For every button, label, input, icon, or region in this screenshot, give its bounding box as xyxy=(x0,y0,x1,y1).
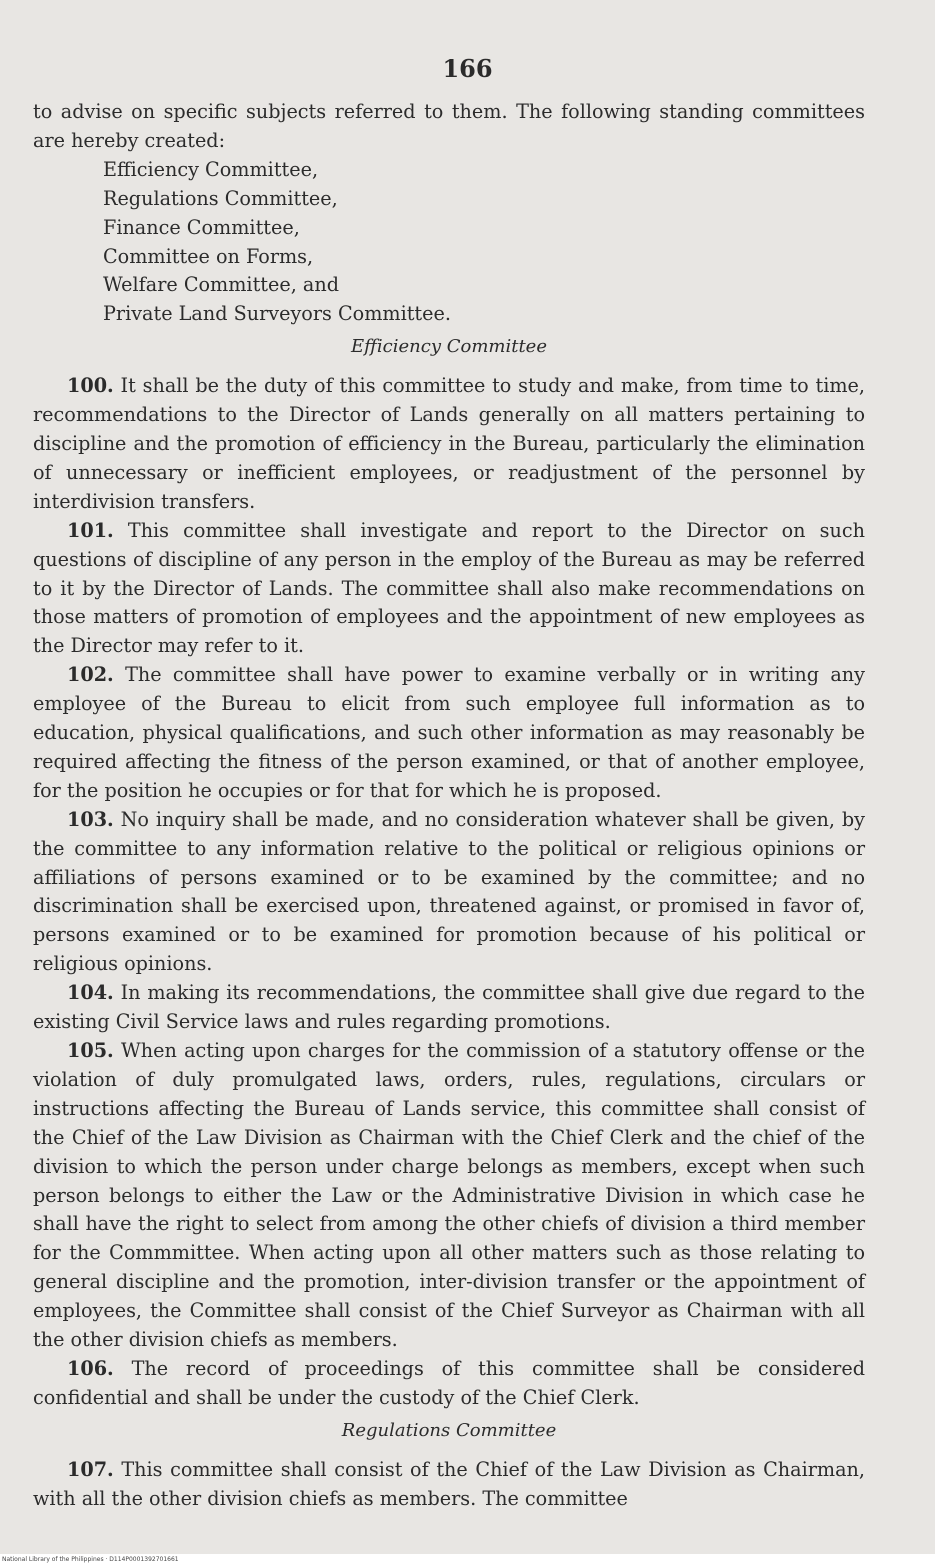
text-block xyxy=(33,98,865,1514)
paragraph-104 xyxy=(33,979,865,1037)
paragraph-text: No inquiry shall be made, and no consideration whatever shall be given, by the committee to any information relative to the political or religious opinions or affiliations of persons examined or to be examined by the committee; and no discrimination shall be exercised upon, threatened against, or promised in favor of, persons examined or to be examined for promotion because of his political or religious opinions. xyxy=(33,807,865,976)
paragraph-number: 107. xyxy=(67,1457,114,1481)
paragraph-106 xyxy=(33,1355,865,1413)
paragraph-number: 106. xyxy=(67,1356,114,1380)
scan-footer: National Library of the Philippines · D114P0001392701661 xyxy=(0,1554,935,1566)
paragraph-number: 105. xyxy=(67,1039,114,1062)
paragraph-text: The committee shall have power to examine verbally or in writing any employee of the Bureau to elicit from such employee full information as to education, physical qualifications, and such other information as may reasonably be required affecting the fitness of the person examined, or that of another employee, for the position he occupies or for that for which he is proposed. xyxy=(33,663,865,802)
paragraph-number: 100. xyxy=(67,374,114,398)
list-item: Regulations Committee, xyxy=(103,186,338,210)
regulations-heading: Regulations Committee xyxy=(341,1419,557,1441)
paragraph-text: When acting upon charges for the commission of a statutory offense or the violation of duly promulgated laws, orders, rules, regulations, circulars or instructions affecting the Bureau of Lands service, this committee shall consist of the Chief of the Law Division as Chairman with the Chief Clerk and the chief of the division to which the person under charge belongs as members, except when such person belongs to either the Law or the Administrative Division in which case he shall have the right to select from among the other chiefs of division a third member for the Commmittee. When acting upon all other matters such as those relating to general discipline and the promotion, inter-division transfer or the appointment of employees, the Committee shall consist of the Chief Surveyor as Chairman with all the other division chiefs as members. xyxy=(33,1039,865,1352)
paragraph-number: 104. xyxy=(67,981,114,1005)
list-item: Committee on Forms, xyxy=(103,244,314,268)
paragraph-101 xyxy=(33,517,865,662)
list-item: Private Land Surveyors Committee. xyxy=(103,302,451,326)
list-item: Welfare Committee, and xyxy=(103,273,339,297)
paragraph-text: This committee shall consist of the Chief of the Law Division as Chairman, with all the other division chiefs as members. The committee xyxy=(33,1457,865,1510)
paragraph-text: In making its recommendations, the committee shall give due regard to the existing Civil Service laws and rules regarding promotions. xyxy=(33,981,866,1034)
paragraph-number: 103. xyxy=(67,807,114,831)
paragraph-number: 101. xyxy=(67,518,114,542)
efficiency-heading: Efficiency Committee xyxy=(351,336,547,358)
list-item: Efficiency Committee, xyxy=(103,157,319,181)
paragraph-102 xyxy=(33,661,865,806)
paragraph-100 xyxy=(33,372,865,517)
page-number: 166 xyxy=(442,54,493,83)
paragraph-text: This committee shall investigate and report to the Director on such questions of discipline of any person in the employ of the Bureau as may be referred to it by the Director of Lands. The committee shall also make recommendations on those matters of promotion of employees and the appointment of new employees as the Director may refer to it. xyxy=(33,518,865,658)
list-item: Finance Committee, xyxy=(103,215,300,239)
committee-list xyxy=(33,156,865,329)
paragraph-number: 102. xyxy=(67,663,114,687)
paragraph-text: The record of proceedings of this committee shall be considered confidential and shall be under the custody of the Chief Clerk. xyxy=(33,1356,865,1409)
intro-paragraph: to advise on specific subjects referred to them. The following standing committees are hereby created: xyxy=(33,100,865,152)
paragraph-105 xyxy=(33,1037,865,1355)
paragraph-107 xyxy=(33,1456,865,1514)
paragraph-text: It shall be the duty of this committee to study and make, from time to time, recommendations to the Director of Lands generally on all matters pertaining to discipline and the promotion of efficiency in the Bureau, particularly the elimination of unnecessary or inefficient employees, or readjustment of the personnel by interdivision transfers. xyxy=(33,374,865,513)
paragraph-103 xyxy=(33,806,865,979)
